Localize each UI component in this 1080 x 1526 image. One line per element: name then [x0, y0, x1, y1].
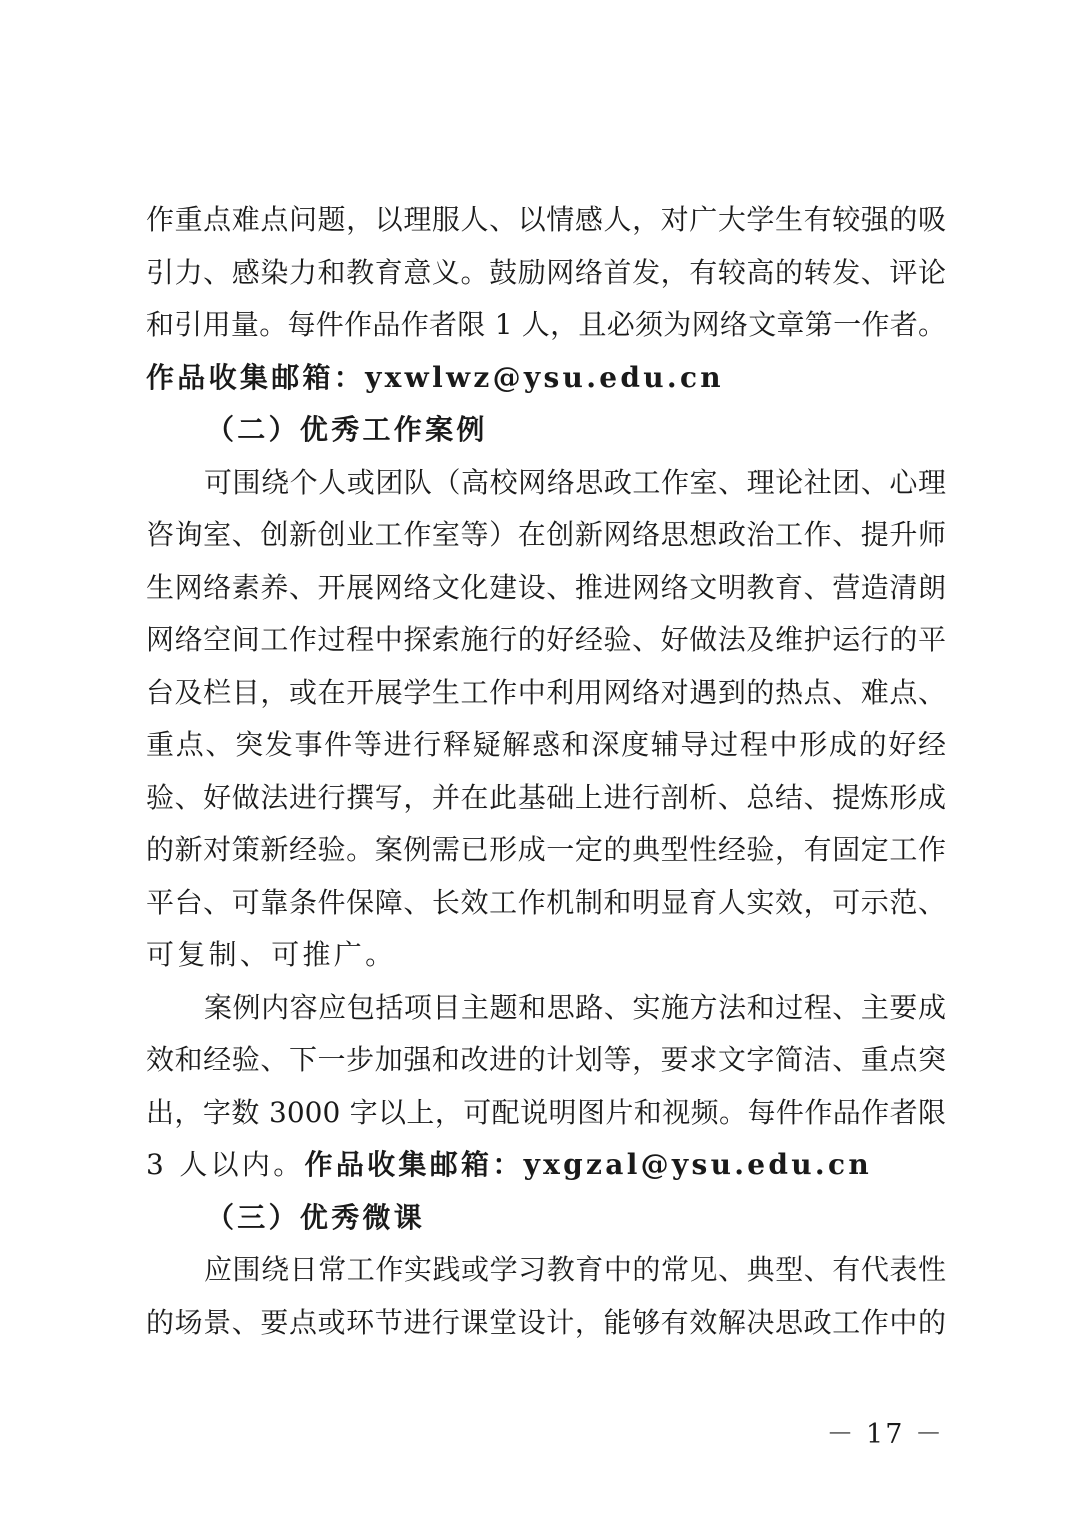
- case-email-line: 作品收集邮箱：yxgzal@ysu.edu.cn: [304, 1148, 872, 1181]
- article-email-line: 作品收集邮箱：yxwlwz@ysu.edu.cn: [146, 360, 724, 394]
- text-line: 生网络素养、开展网络文化建设、推进网络文明教育、营造清朗: [146, 570, 946, 604]
- text-line: 验、好做法进行撰写，并在此基础上进行剖析、总结、提炼形成: [146, 780, 946, 814]
- text-line: 引力、感染力和教育意义。鼓励网络首发，有较高的转发、评论: [146, 255, 946, 289]
- section-heading-microlecture: （三）优秀微课: [206, 1200, 426, 1234]
- text-line: 的场景、要点或环节进行课堂设计，能够有效解决思政工作中的: [146, 1305, 946, 1339]
- document-page: [146, 194, 946, 1349]
- text-line: 咨询室、创新创业工作室等）在创新网络思想政治工作、提升师: [146, 518, 946, 551]
- text-line: 作重点难点问题，以理服人、以情感人，对广大学生有较强的吸: [146, 203, 946, 236]
- section-heading-cases: （二）优秀工作案例: [206, 413, 488, 446]
- text-line: 平台、可靠条件保障、长效工作机制和明显育人实效，可示范、: [146, 885, 946, 919]
- text-line: 的新对策新经验。案例需已形成一定的典型性经验，有固定工作: [146, 833, 946, 866]
- text-line: 重点、突发事件等进行释疑解惑和深度辅导过程中形成的好经: [146, 728, 946, 761]
- text-line: 出，字数 3000 字以上，可配说明图片和视频。每件作品作者限: [146, 1095, 946, 1129]
- text-line: 应围绕日常工作实践或学习教育中的常见、典型、有代表性: [204, 1253, 946, 1286]
- text-line: [146, 1139, 946, 1192]
- text-line: 网络空间工作过程中探索施行的好经验、好做法及维护运行的平: [146, 623, 946, 656]
- text-line: 可围绕个人或团队（高校网络思政工作室、理论社团、心理: [204, 465, 946, 499]
- text-line: 和引用量。每件作品作者限 1 人，且必须为网络文章第一作者。: [146, 308, 946, 341]
- text-line: 可复制、可推广。: [146, 938, 397, 971]
- text-fragment: 3 人以内。: [146, 1148, 305, 1181]
- text-line: 台及栏目，或在开展学生工作中利用网络对遇到的热点、难点、: [146, 675, 946, 709]
- text-line: 效和经验、下一步加强和改进的计划等，要求文字简洁、重点突: [146, 1043, 946, 1076]
- text-line: 案例内容应包括项目主题和思路、实施方法和过程、主要成: [204, 990, 946, 1024]
- page-number: － 17 －: [826, 1419, 944, 1450]
